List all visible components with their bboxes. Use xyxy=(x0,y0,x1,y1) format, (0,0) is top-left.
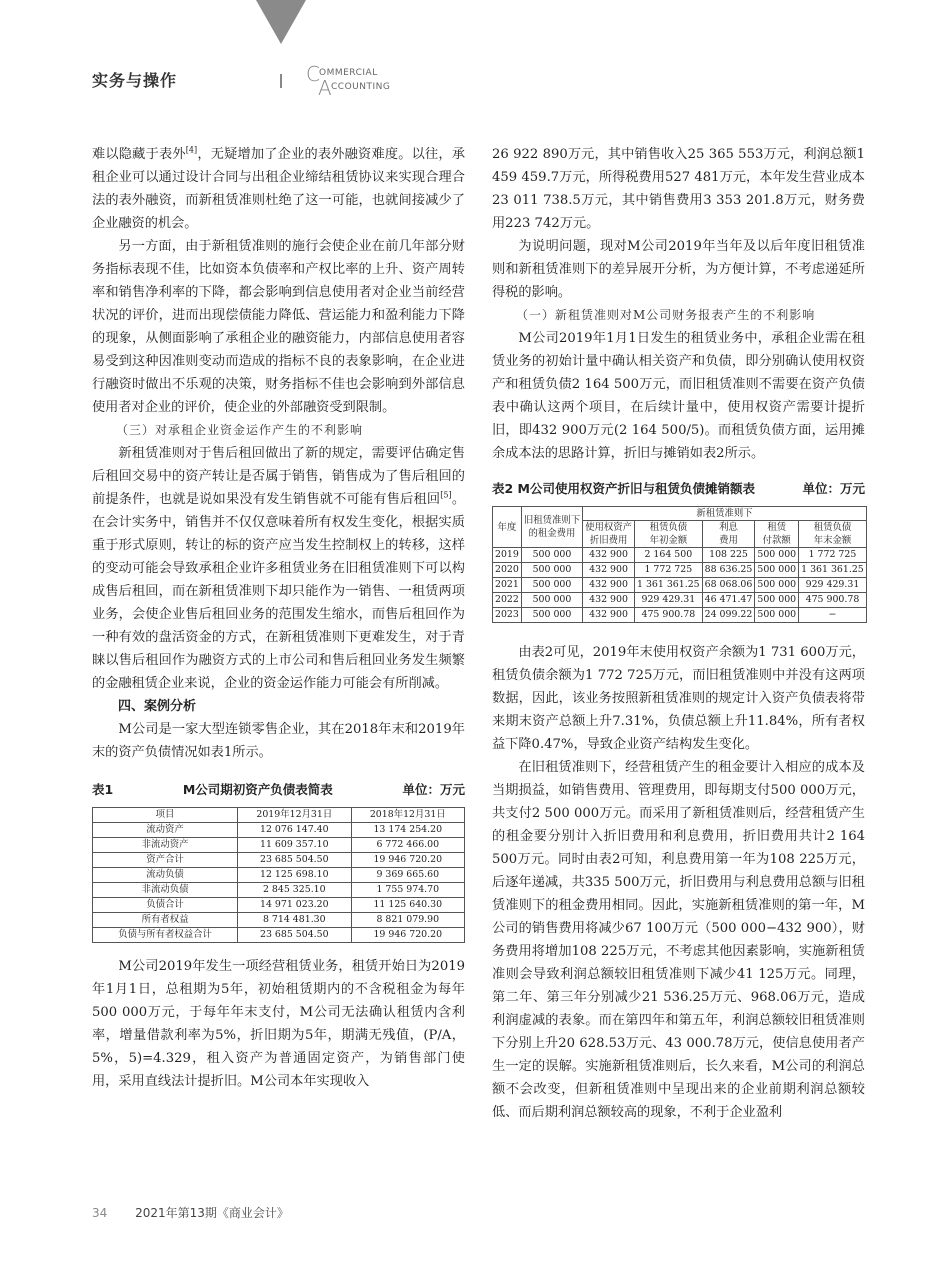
balance-sheet-table xyxy=(92,807,465,943)
section-title: 实务与操作 xyxy=(92,71,178,90)
table-header-row: 年度 旧租赁准则下 的租金费用 新租赁准则下 xyxy=(493,507,867,521)
table-row: 2022 500 000 432 900 929 429.31 46 471.47 500 000 475 900.78 xyxy=(493,593,867,608)
table-row: 负债合计 14 971 023.20 11 125 640.30 xyxy=(93,898,465,913)
table-row: 流动负债 12 125 698.10 9 369 665.60 xyxy=(93,868,465,883)
table-row: 资产合计 23 685 504.50 19 946 720.20 xyxy=(93,853,465,868)
paragraph: 新租赁准则对于售后租回做出了新的规定，需要评估确定售后租回交易中的资产转让是否属于销售，销售成为了售后租回的前提条件，也就是说如果没有发生销售就不可能有售后租回[5]。在会计实务中，销售并不仅仅意味着所有权发生变化，根据实质重于形式原则，转让的标的资产应当发生控制权上的转移，这样的变动可能会导致承租企业许多租赁业务在旧租赁准则下可以构成售后租回，而在新租赁准则下却只能作为一销售、一租赁两项业务，会使企业售后租回业务的范围发生缩水，而售后租回作为一种有效的盘活资金的方式，在新租赁准则下更难发生，对于青睐以售后租回作为融资方式的上市公司和售后租回业务发生频繁的金融租赁企业来说，企业的资金运作能力可能会有所削减。 xyxy=(92,446,466,691)
logo-letter-a: A xyxy=(318,76,332,100)
table1-caption: 表1 M公司期初资产负债表简表 单位：万元 xyxy=(92,782,465,797)
header-triangle-decoration xyxy=(256,0,306,44)
table-row: 2023 500 000 432 900 475 900.78 24 099.22 500 000 − xyxy=(493,608,867,623)
table-header-row: 项目 2019年12月31日 2018年12月31日 xyxy=(93,808,465,823)
logo-word-2: CCOUNTING xyxy=(331,82,391,92)
journal-logo xyxy=(306,62,426,100)
paragraph: M公司是一家大型连锁零售企业，其在2018年末和2019年末的资产负债情况如表1所示。 xyxy=(92,722,465,760)
table-row: 2019 500 000 432 900 2 164 500 108 225 500 000 1 772 725 xyxy=(493,548,867,563)
citation-ref[interactable]: [5] xyxy=(440,490,452,500)
logo-word-1: OMMERCIAL xyxy=(319,68,378,78)
subsection-heading: （三）对承租企业资金运作产生的不利影响 xyxy=(116,423,364,437)
subsection-heading: （一）新租赁准则对M公司财务报表产生的不利影响 xyxy=(516,308,816,322)
table-row: 2021 500 000 432 900 1 361 361.25 68 068.06 500 000 929 429.31 xyxy=(493,578,867,593)
right-column xyxy=(492,143,865,1124)
paragraph: 在旧租赁准则下，经营租赁产生的租金要计入相应的成本及当期损益，如销售费用、管理费用，即每期支付500 000万元，共支付2 500 000万元。而采用了新租赁准则后，经营租赁产生的租金要分别计入折旧费用和利息费用，折旧费用共计2 164 500万元。同时由表2可知，利息费用第一年为108 225万元，后逐年递减，共335 500万元，折旧费用与利息费用总额与旧租赁准则下的租金费用相同。因此，实施新租赁准则的第一年，M公司的销售费用将减少67 100万元（500 000−432 900），财务费用将增加108 225万元，不考虑其他因素影响，实施新租赁准则会导致利润总额较旧租赁准则下减少41 125万元。同理，第二年、第三年分别减少21 536.25万元、968.06万元，造成利润虚减的表象。而在第四年和第五年，利润总额较旧租赁准则下分别上升20 628.53万元、43 000.78万元，使信息使用者产生一定的误解。实施新租赁准则后，长久来看，M公司的利润总额不会改变，但新租赁准则中呈现出来的企业前期利润总额较低、而后期利润总额较高的现象，不利于企业盈利 xyxy=(492,760,865,1120)
section-heading: 四、案例分析 xyxy=(118,699,197,714)
paragraph: M公司2019年1月1日发生的租赁业务中，承租企业需在租赁业务的初始计量中确认相关资产和负债，即分别确认使用权资产和租赁负债2 164 500万元，而旧租赁准则不需要在资产负债表中确认这两个项目，在后续计量中，使用权资产需要计提折旧，即432 900万元(2 164 500/5)。而租赁负债方面，运用摊余成本法的思路计算，折旧与摊销如表2所示。 xyxy=(492,331,865,461)
paragraph: 难以隐藏于表外[4]，无疑增加了企业的表外融资难度。以往，承租企业可以通过设计合同与出租企业缔结租赁协议来实现合理合法的表外融资，而新租赁准则杜绝了这一可能，也就间接减少了企业融资的机会。 xyxy=(92,145,466,231)
page-number: 34 xyxy=(92,1206,108,1220)
table-row: 非流动负债 2 845 325.10 1 755 974.70 xyxy=(93,883,465,898)
table2-caption: 表2 M公司使用权资产折旧与租赁负债摊销额表 单位：万元 xyxy=(492,481,865,496)
table-row: 非流动资产 11 609 357.10 6 772 466.00 xyxy=(93,838,465,853)
left-column xyxy=(92,143,465,1093)
paragraph: 26 922 890万元，其中销售收入25 365 553万元，利润总额1 459 459.7万元，所得税费用527 481万元，本年发生营业成本23 011 738.5万元，其中销售费用3 353 201.8万元，财务费用223 742万元。 xyxy=(492,147,865,231)
paragraph: M公司2019年发生一项经营租赁业务，租赁开始日为2019年1月1日，总租期为5年，初始租赁期内的不含税租金为每年500 000万元，于每年年末支付，M公司无法确认租赁内含利率，增量借款利率为5%，折旧期为5年，期满无残值，(P/A，5%，5)=4.329，租入资产为普通固定资产，为销售部门使用，采用直线法计提折旧。M公司本年实现收入 xyxy=(92,959,465,1089)
table-row: 2020 500 000 432 900 1 772 725 88 636.25 500 000 1 361 361.25 xyxy=(493,563,867,578)
paragraph: 为说明问题，现对M公司2019年当年及以后年度旧租赁准则和新租赁准则下的差异展开分析，为方便计算，不考虑递延所得税的影响。 xyxy=(492,239,865,300)
citation-ref[interactable]: [4] xyxy=(185,145,198,155)
issue-info: 2021年第13期《商业会计》 xyxy=(135,1206,289,1220)
page-footer xyxy=(92,1204,289,1221)
table-row: 流动资产 12 076 147.40 13 174 254.20 xyxy=(93,823,465,838)
table-row: 所有者权益 8 714 481.30 8 821 079.90 xyxy=(93,913,465,928)
table-row: 负债与所有者权益合计 23 685 504.50 19 946 720.20 xyxy=(93,928,465,943)
logo-letter-c: C xyxy=(306,62,320,86)
paragraph: 由表2可见，2019年末使用权资产余额为1 731 600万元，租赁负债余额为1 772 725万元，而旧租赁准则中并没有这两项数据，因此，该业务按照新租赁准则的规定计入资产负债表将带来期末资产总额上升7.31%，负债总额上升11.84%，所有者权益下降0.47%，导致企业资产结构发生变化。 xyxy=(492,645,865,752)
header-divider xyxy=(280,74,282,88)
depreciation-amortization-table: 年度 旧租赁准则下 的租金费用 新租赁准则下 使用权资产 折旧费用 租赁负债 年初金额 利息 费用 租赁 付款额 租赁负债 年末金额 2019 500 000 432 900 2 164 500 108 225 500 000 1 772 725 2020 500 000 432 900 1 772 725 88 636.25 500 000 1 361 361.25 2021 500 000 432 900 1 361 361.25 68 068.06 500 000 929 429.31 2022 500 000 432 900 929 429.31 46 471.47 500 000 475 900.78 2023 500 000 432 900 475 900.78 24 099.22 500 000 − xyxy=(492,506,867,623)
paragraph: 另一方面，由于新租赁准则的施行会使企业在前几年部分财务指标表现不佳，比如资本负债率和产权比率的上升、资产周转率和销售净利率的下降，都会影响到信息使用者对企业当前经营状况的评价，进而出现偿债能力降低、营运能力和盈利能力下降的现象，从侧面影响了承租企业的融资能力，内部信息使用者容易受到这种因准则变动而造成的指标不良的表象影响，在企业进行融资时做出不乐观的决策，财务指标不佳也会影响到外部信息使用者对企业的评价，使企业的外部融资受到限制。 xyxy=(92,239,465,415)
